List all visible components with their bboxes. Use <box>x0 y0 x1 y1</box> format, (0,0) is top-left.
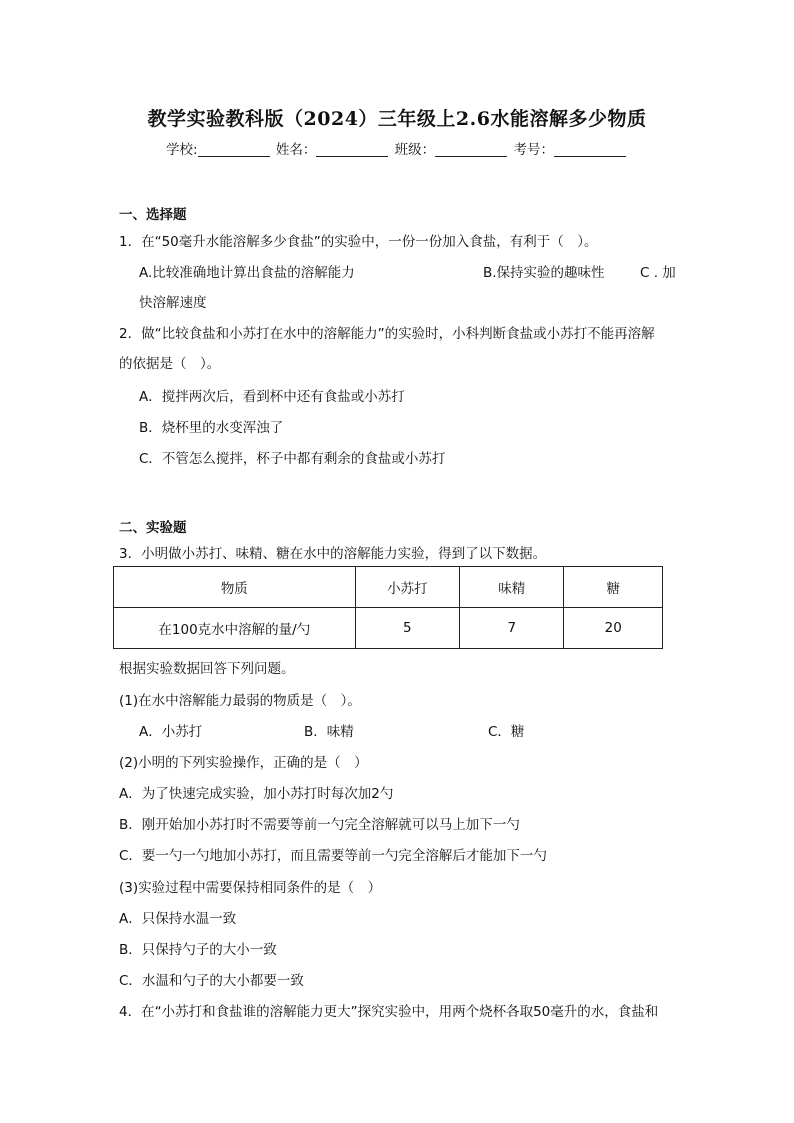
school-blank[interactable] <box>198 142 270 157</box>
q1-option-b: B.保持实验的趣味性 <box>483 265 605 281</box>
q3-sub2-stem: (2)小明的下列实验操作，正确的是（ ） <box>119 755 368 771</box>
q3-intro: 根据实验数据回答下列问题。 <box>119 661 295 677</box>
table-header-cell: 糖 <box>564 567 663 608</box>
table-cell: 在100克水中溶解的量/勺 <box>114 608 356 649</box>
q3-sub3-option-a: A．只保持水温一致 <box>119 911 237 927</box>
page-title: 教学实验教科版（2024）三年级上2.6水能溶解多少物质 <box>147 108 647 130</box>
name-blank[interactable] <box>316 142 388 157</box>
q3-sub3-option-c: C．水温和勺子的大小都要一致 <box>119 973 304 989</box>
q2-stem-line2: 的依据是（ ）。 <box>119 356 221 372</box>
q3-sub2-option-c: C．要一勺一勺地加小苏打，而且需要等前一勺完全溶解后才能加下一勺 <box>119 848 547 864</box>
table-header-cell: 物质 <box>114 567 356 608</box>
q4-stem: 4．在“小苏打和食盐谁的溶解能力更大”探究实验中，用两个烧杯各取50毫升的水，食盐和 <box>119 1004 659 1020</box>
q2-option-a: A．搅拌两次后，看到杯中还有食盐或小苏打 <box>139 389 405 405</box>
table-cell: 5 <box>355 608 459 649</box>
q2-option-c: C．不管怎么搅拌，杯子中都有剩余的食盐或小苏打 <box>139 451 446 467</box>
table-cell: 20 <box>564 608 663 649</box>
q2-stem-line1: 2．做“比较食盐和小苏打在水中的溶解能力”的实验时，小科判断食盐或小苏打不能再溶解 <box>119 326 655 342</box>
table-header-cell: 味精 <box>460 567 564 608</box>
q1-option-a: A.比较准确地计算出食盐的溶解能力 <box>139 265 355 281</box>
q3-sub3-option-b: B．只保持勺子的大小一致 <box>119 942 277 958</box>
q3-sub2-option-b: B．刚开始加小苏打时不需要等前一勺完全溶解就可以马上加下一勺 <box>119 817 520 833</box>
exam-number-label: 考号： <box>513 142 554 158</box>
q3-stem: 3．小明做小苏打、味精、糖在水中的溶解能力实验，得到了以下数据。 <box>119 546 547 562</box>
q3-sub3-stem: (3)实验过程中需要保持相同条件的是（ ） <box>119 880 382 896</box>
solubility-table <box>113 566 663 649</box>
q3-sub1-stem: (1)在水中溶解能力最弱的物质是（ ）。 <box>119 693 361 709</box>
class-label: 班级： <box>394 142 436 158</box>
q3-sub1-option-a: A．小苏打 <box>139 724 203 740</box>
student-info-line <box>0 138 794 158</box>
exam-number-blank[interactable] <box>554 142 626 157</box>
section-heading-experiment: 二、实验题 <box>119 520 187 536</box>
q1-option-c: C . 加 <box>640 265 676 281</box>
name-label: 姓名： <box>275 142 317 158</box>
table-header-cell: 小苏打 <box>355 567 459 608</box>
q1-stem: 1．在“50毫升水能溶解多少食盐”的实验中，一份一份加入食盐，有利于（ ）。 <box>119 234 598 250</box>
section-heading-choice: 一、选择题 <box>119 207 187 223</box>
q3-sub2-option-a: A．为了快速完成实验，加小苏打时每次加2勺 <box>119 786 394 802</box>
q2-option-b: B．烧杯里的水变浑浊了 <box>139 420 284 436</box>
q3-sub1-option-c: C．糖 <box>488 724 525 740</box>
table-cell: 7 <box>460 608 564 649</box>
table-header-row <box>114 567 663 608</box>
table-row <box>114 608 663 649</box>
q1-option-c-continued: 快溶解速度 <box>139 295 207 311</box>
class-blank[interactable] <box>435 142 507 157</box>
school-label: 学校: <box>166 142 198 158</box>
q3-sub1-option-b: B．味精 <box>304 724 354 740</box>
